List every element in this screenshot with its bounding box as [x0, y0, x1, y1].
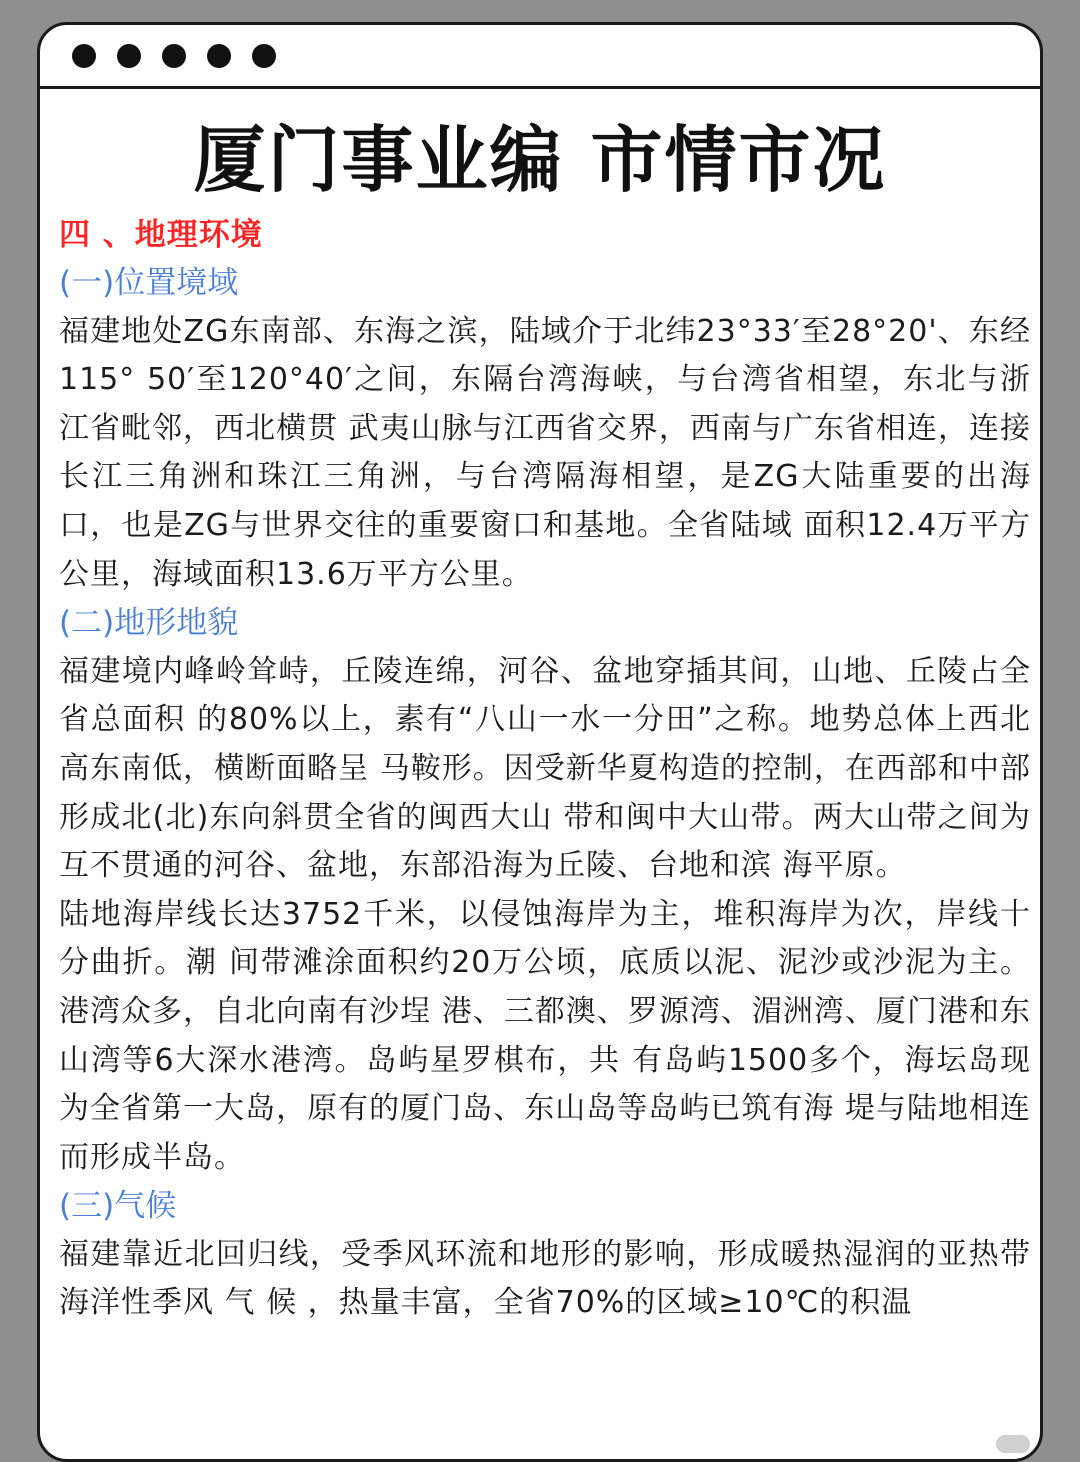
window-title-bar [40, 25, 1040, 89]
document-card [37, 22, 1043, 1462]
paragraph-terrain: 福建境内峰岭耸峙，丘陵连绵，河谷、盆地穿插其间，山地、丘陵占全省总面积 的80%以上，素有“八山一水一分田”之称。地势总体上西北高东南低，横断面略呈 马鞍形。因受新华夏构造的控制，在西部和中部形成北(北)东向斜贯全省的闽西大山 带和闽中大山带。两大山带之间为互不贯通的河谷、盆地，东部沿海为丘陵、台地和滨 海平原。 [59, 653, 1031, 884]
subsection-title-location: (一)位置境域 [59, 265, 239, 301]
section-heading: 四 、地理环境 [59, 217, 263, 253]
window-dot-icon [207, 44, 231, 68]
subsection-title-climate: (三)气候 [59, 1188, 177, 1225]
paragraph-location: 福建地处ZG东南部、东海之滨，陆域介于北纬23°33′至28°20'、东经115° 50′至120°40′之间，东隔台湾海峡，与台湾省相望，东北与浙江省毗邻，西北横贯 武夷山脉与江西省交界，西南与广东省相连，连接长江三角洲和珠江三角洲，与台湾隔海相望，是ZG大陆重要的出海口，也是ZG与世界交往的重要窗口和基地。全省陆域 面积12.4万平方公里，海域面积13.6万平方公里。 [59, 313, 1031, 592]
paragraph-coastline: 陆地海岸线长达3752千米，以侵蚀海岸为主，堆积海岸为次，岸线十分曲折。潮 间带滩涂面积约20万公顷，底质以泥、泥沙或沙泥为主。港湾众多，自北向南有沙埕 港、三都澳、罗源湾、湄洲湾、厦门港和东山湾等6大深水港湾。岛屿星罗棋布，共 有岛屿1500多个，海坛岛现为全省第一大岛，原有的厦门岛、东山岛等岛屿已筑有海 堤与陆地相连而形成半岛。 [59, 896, 1031, 1175]
watermark-badge [996, 1435, 1030, 1453]
paragraph-climate: 福建靠近北回归线，受季风环流和地形的影响，形成暖热湿润的亚热带海洋性季风 气 候 ，热量丰富，全省70%的区域≥10℃的积温 [59, 1236, 1031, 1321]
window-dot-icon [117, 44, 141, 68]
window-dot-icon [252, 44, 276, 68]
page-title: 厦门事业编 市情市况 [193, 118, 887, 202]
window-dot-icon [162, 44, 186, 68]
article-body [59, 211, 1031, 1328]
window-dot-icon [72, 44, 96, 68]
subsection-title-terrain: (二)地形地貌 [59, 605, 239, 642]
